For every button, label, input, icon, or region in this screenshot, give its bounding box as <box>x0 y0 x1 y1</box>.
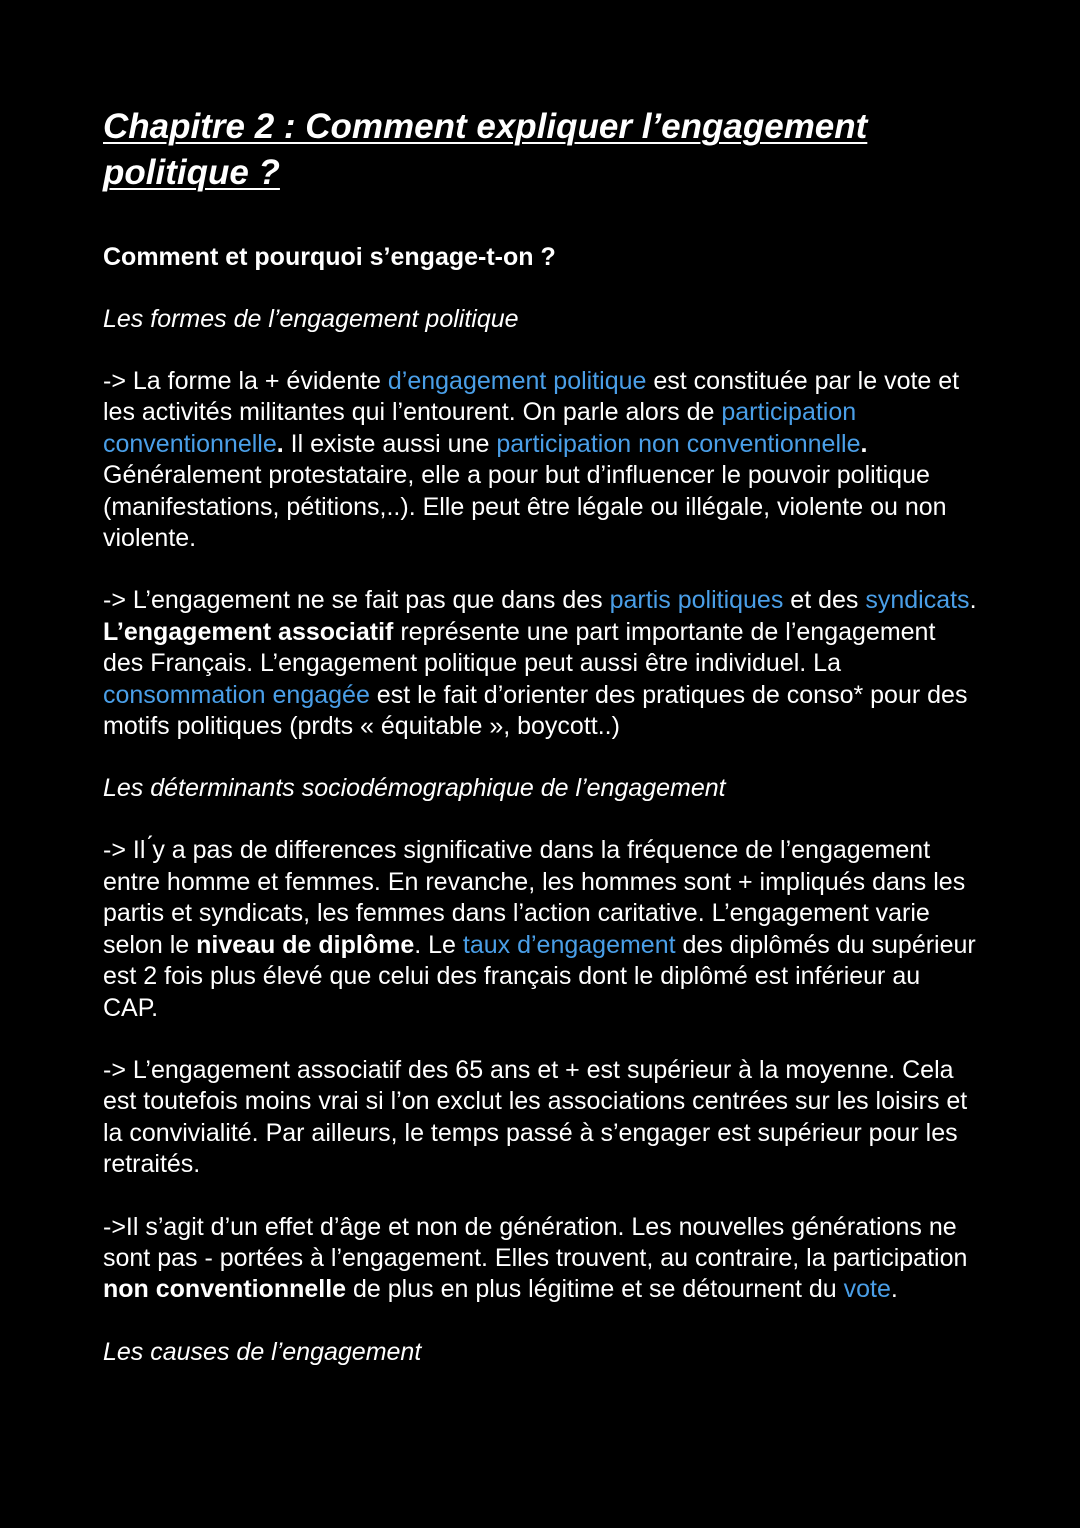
subheading-determinants: Les déterminants sociodémographique de l’engagement <box>103 774 726 803</box>
text-span: . Le <box>414 930 463 959</box>
highlight-term: vote <box>843 1275 891 1304</box>
paragraph-forms-1 <box>103 366 980 554</box>
highlight-term: consommation engagée <box>103 680 370 709</box>
highlight-term: taux d’engagement <box>462 930 676 959</box>
paragraph-determinants-3 <box>103 1212 980 1306</box>
highlight-term: participation conventionnelle <box>103 398 857 458</box>
highlight-term: syndicats <box>865 586 970 615</box>
text-span: -> L’engagement ne se fait pas que dans des <box>103 586 610 615</box>
paragraph-forms-2 <box>103 585 980 742</box>
bold-text: . <box>276 429 284 458</box>
text-span: Généralement protestataire, elle a pour but d’influencer le pouvoir politique (manifestations, pétitions,..). Elle peut être légale ou illégale, violente ou non violente. <box>103 461 947 553</box>
section-heading: Comment et pourquoi s’engage-t-on ? <box>103 243 556 271</box>
bold-text: non conventionnelle <box>103 1275 347 1304</box>
highlight-term: d’engagement politique <box>387 367 647 395</box>
text-span: -> Il ́y a pas de differences significative dans la fréquence de l’engagement entre homme et femmes. En revanche, les hommes sont + impliqués dans les partis et syndicats, les femmes dans l’action caritative. L’engagement varie selon le <box>103 836 966 959</box>
text-span: . <box>969 586 977 615</box>
subheading-causes: Les causes de l’engagement <box>103 1337 422 1366</box>
text-span: des diplômés du supérieur est 2 fois plus élevé que celui des français dont le diplômé est inférieur au CAP. <box>103 930 976 1022</box>
highlight-term: participation non conventionnelle <box>496 429 861 458</box>
paragraph-determinants-1 <box>103 835 980 1023</box>
text-span: est le fait d’orienter des pratiques de conso* pour des motifs politiques (prdts « équitable », boycott..) <box>103 680 968 741</box>
bold-text: . <box>860 429 868 458</box>
text-span: . <box>890 1275 898 1304</box>
highlight-term: partis politiques <box>609 586 784 615</box>
text-span: -> L’engagement associatif des 65 ans et + est supérieur à la moyenne. Cela est toutefois moins vrai si l’on exclut les associations centrées sur les loisirs et la convivialité. Par ailleurs, le temps passé à s’engager est supérieur pour les retraités. <box>103 1055 968 1179</box>
text-span: de plus en plus légitime et se détournent du <box>346 1275 844 1304</box>
bold-text: L’engagement associatif <box>103 617 394 646</box>
subheading-forms: Les formes de l’engagement politique <box>103 305 519 333</box>
chapter-title: Chapitre 2 : Comment expliquer l’engagement politique ? <box>103 107 868 192</box>
bold-text: niveau de diplôme <box>196 930 415 959</box>
text-span: ->Il s’agit d’un effet d’âge et non de génération. Les nouvelles générations ne sont pas - portées à l’engagement. Elles trouvent, au contraire, la participation <box>103 1212 968 1272</box>
text-span: est constituée par le vote et les activités militantes qui l’entourent. On parle alors de <box>103 367 960 427</box>
text-span: et des <box>783 586 866 615</box>
text-span: -> La forme la + évidente <box>103 367 388 395</box>
text-span: Il existe aussi une <box>283 429 497 458</box>
paragraph-determinants-2 <box>103 1055 980 1181</box>
text-span: représente une part importante de l’engagement des Français. L’engagement politique peut aussi être individuel. La <box>103 617 936 678</box>
